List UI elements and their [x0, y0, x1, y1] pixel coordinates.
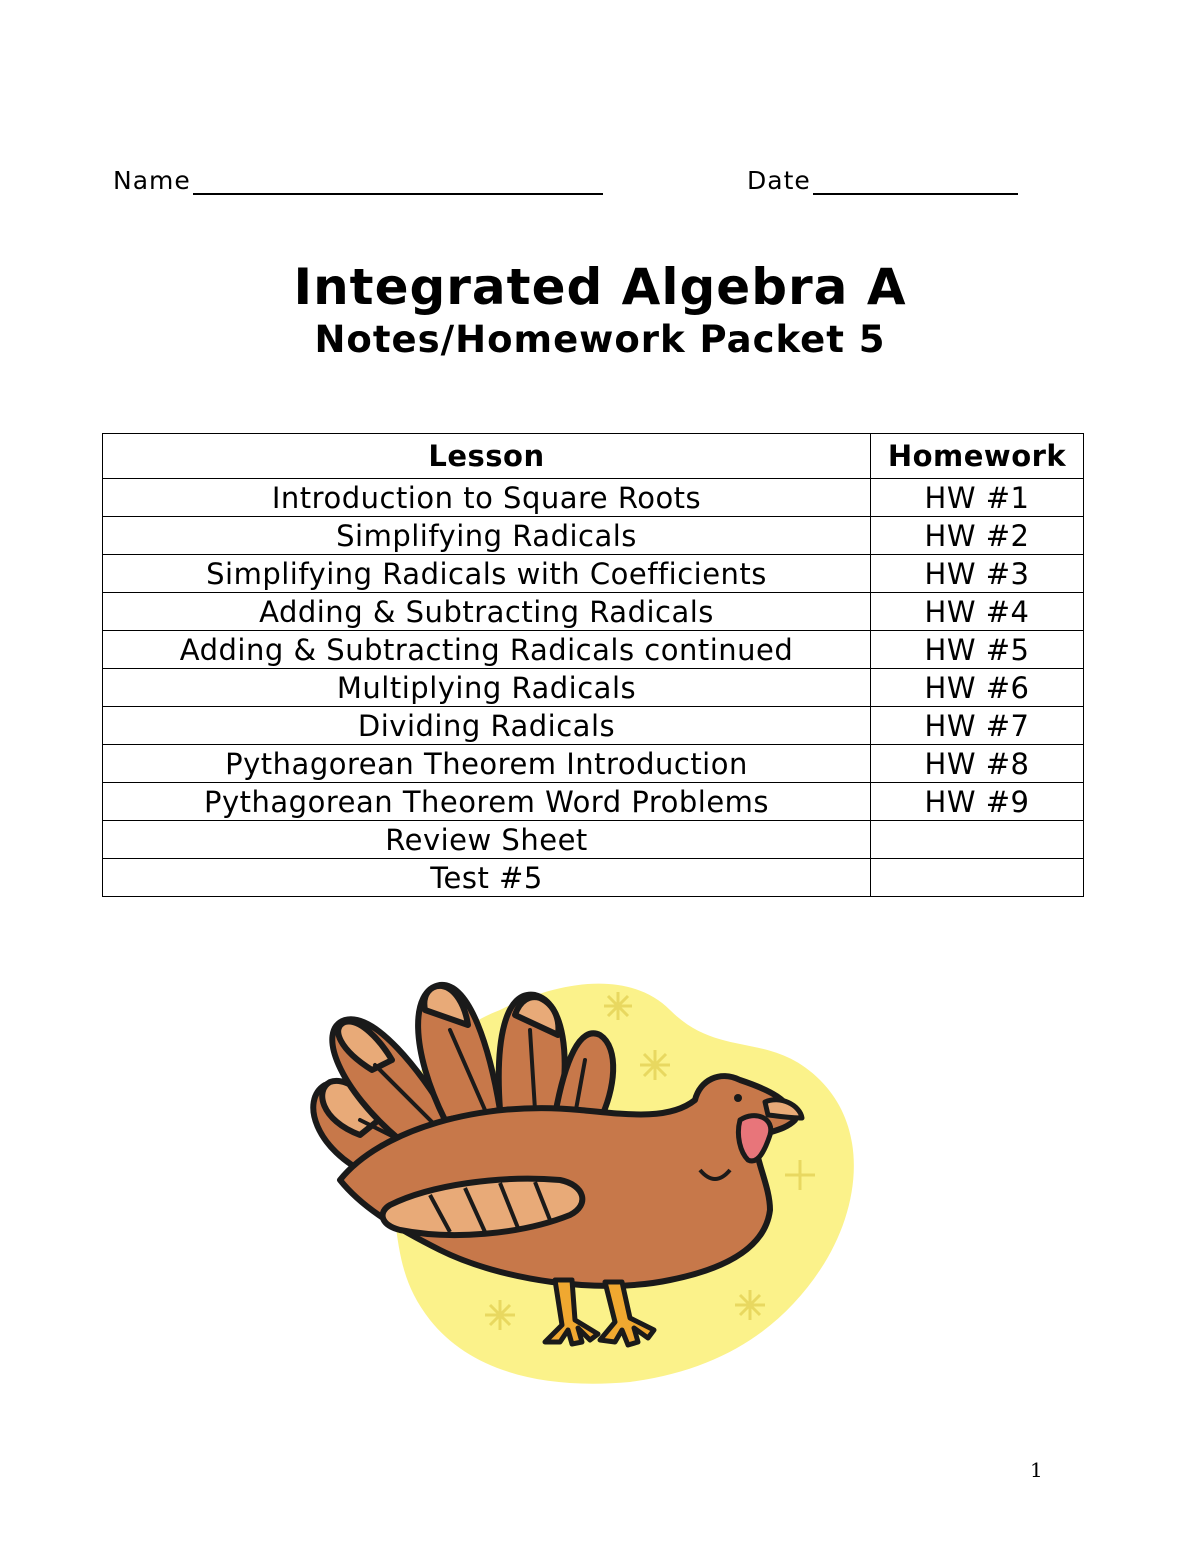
table-row [103, 593, 1084, 631]
homework-cell: HW #5 [871, 631, 1084, 669]
table-row [103, 631, 1084, 669]
table-row [103, 783, 1084, 821]
column-header-homework: Homework [871, 434, 1084, 479]
page-number: 1 [1030, 1458, 1043, 1482]
table-row [103, 745, 1084, 783]
lesson-cell: Adding & Subtracting Radicals [103, 593, 871, 631]
lesson-cell: Pythagorean Theorem Word Problems [103, 783, 871, 821]
name-blank-line[interactable] [193, 166, 603, 195]
date-blank-line[interactable] [813, 166, 1018, 195]
column-header-lesson: Lesson [103, 434, 871, 479]
date-label: Date [747, 166, 811, 195]
table-row [103, 517, 1084, 555]
lesson-cell: Dividing Radicals [103, 707, 871, 745]
page-subtitle: Notes/Homework Packet 5 [314, 318, 886, 361]
homework-cell: HW #9 [871, 783, 1084, 821]
homework-cell: HW #6 [871, 669, 1084, 707]
table-row [103, 859, 1084, 897]
table-row [103, 555, 1084, 593]
turkey-icon [300, 970, 870, 1390]
date-field[interactable] [747, 166, 1018, 195]
homework-cell: HW #1 [871, 479, 1084, 517]
lesson-cell: Review Sheet [103, 821, 871, 859]
homework-cell: HW #7 [871, 707, 1084, 745]
homework-cell [871, 859, 1084, 897]
lesson-homework-table [102, 433, 1084, 897]
turkey-eye [734, 1094, 742, 1102]
homework-cell: HW #8 [871, 745, 1084, 783]
page-title: Integrated Algebra A [293, 258, 907, 316]
lesson-cell: Test #5 [103, 859, 871, 897]
lesson-cell: Adding & Subtracting Radicals continued [103, 631, 871, 669]
homework-cell: HW #4 [871, 593, 1084, 631]
table-row [103, 479, 1084, 517]
table-header-row [103, 434, 1084, 479]
header-fields [113, 166, 1023, 202]
homework-cell: HW #2 [871, 517, 1084, 555]
homework-cell: HW #3 [871, 555, 1084, 593]
name-field[interactable] [113, 166, 603, 195]
homework-cell [871, 821, 1084, 859]
lesson-cell: Multiplying Radicals [103, 669, 871, 707]
table-row [103, 821, 1084, 859]
lesson-cell: Pythagorean Theorem Introduction [103, 745, 871, 783]
lesson-cell: Introduction to Square Roots [103, 479, 871, 517]
lesson-cell: Simplifying Radicals with Coefficients [103, 555, 871, 593]
lesson-cell: Simplifying Radicals [103, 517, 871, 555]
table-row [103, 707, 1084, 745]
name-label: Name [113, 166, 191, 195]
table-row [103, 669, 1084, 707]
